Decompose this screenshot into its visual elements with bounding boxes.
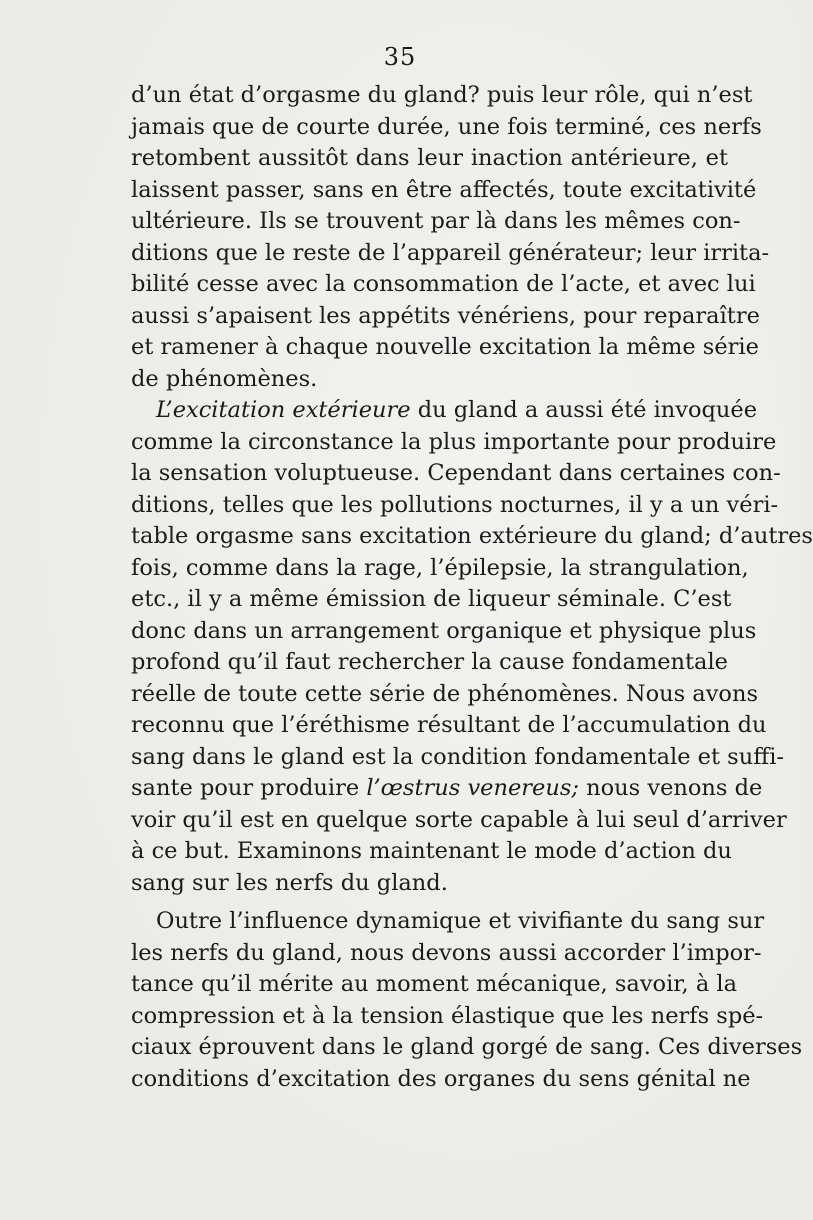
text-line: laissent passer, sans en être affectés, toute excitativité <box>131 176 757 203</box>
text-line: sang sur les nerfs du gland. <box>131 869 448 896</box>
text-line: Outre l’influence dynamique et vivifiante du sang sur <box>156 908 765 934</box>
text-line: voir qu’il est en quelque sorte capable à lui seul d’arriver <box>131 806 787 833</box>
paragraph <box>131 395 813 899</box>
text-line: les nerfs du gland, nous devons aussi accorder l’impor- <box>131 939 762 966</box>
text-line: fois, comme dans la rage, l’épilepsie, la strangulation, <box>131 554 749 581</box>
text-line: aussi s’apaisent les appétits vénériens, pour reparaître <box>131 302 760 329</box>
text-fragment: nous venons de <box>578 775 763 801</box>
text-line: compression et à la tension élastique que les nerfs spé- <box>131 1002 764 1029</box>
text-line: d’un état d’orgasme du gland? puis leur rôle, qui n’est <box>131 82 753 108</box>
text-line: retombent aussitôt dans leur inaction antérieure, et <box>131 145 728 171</box>
text-line: ciaux éprouvent dans le gland gorgé de sang. Ces diverses <box>131 1034 803 1060</box>
text-line: table orgasme sans excitation extérieure du gland; d’autres <box>131 523 813 549</box>
italic-phrase: l’œstrus venereus; <box>366 775 579 801</box>
text-fragment: sante pour produire <box>131 775 367 801</box>
text-line: bilité cesse avec la consommation de l’acte, et avec lui <box>131 271 756 297</box>
text-line: donc dans un arrangement organique et physique plus <box>131 617 757 644</box>
paragraph-spacing <box>131 899 728 906</box>
text-line: reconnu que l’éréthisme résultant de l’accumulation du <box>131 712 767 738</box>
text-line: à ce but. Examinons maintenant le mode d’action du <box>131 838 732 864</box>
paragraph <box>131 906 803 1095</box>
text-line: sang dans le gland est la condition fondamentale et suffi- <box>131 743 784 770</box>
text-line: conditions d’excitation des organes du sens génital ne <box>131 1065 751 1092</box>
text-line: ultérieure. Ils se trouvent par là dans les mêmes con- <box>131 208 741 234</box>
text-line: la sensation voluptueuse. Cependant dans certaines con- <box>131 460 781 486</box>
text-line: ditions que le reste de l’appareil générateur; leur irrita- <box>131 239 770 266</box>
text-line: réelle de toute cette série de phénomènes. Nous avons <box>131 680 759 707</box>
text-line <box>131 773 763 805</box>
italic-phrase: L’excitation extérieure <box>156 397 411 423</box>
body-text <box>131 80 813 1095</box>
text-line: et ramener à chaque nouvelle excitation la même série <box>131 334 759 360</box>
text-line: de phénomènes. <box>131 365 318 392</box>
text-line: jamais que de courte durée, une fois terminé, ces nerfs <box>131 113 762 140</box>
text-line: comme la circonstance la plus importante pour produire <box>131 428 777 455</box>
text-line: ditions, telles que les pollutions nocturnes, il y a un véri- <box>131 491 779 518</box>
text-line: profond qu’il faut rechercher la cause fondamentale <box>131 649 728 675</box>
paragraph <box>131 80 770 395</box>
text-line <box>131 395 758 427</box>
text-line: etc., il y a même émission de liqueur séminale. C’est <box>131 586 732 612</box>
text-line: tance qu’il mérite au moment mécanique, savoir, à la <box>131 971 738 997</box>
text-fragment: du gland a aussi été invoquée <box>410 397 758 423</box>
page-number: 35 <box>383 43 417 71</box>
